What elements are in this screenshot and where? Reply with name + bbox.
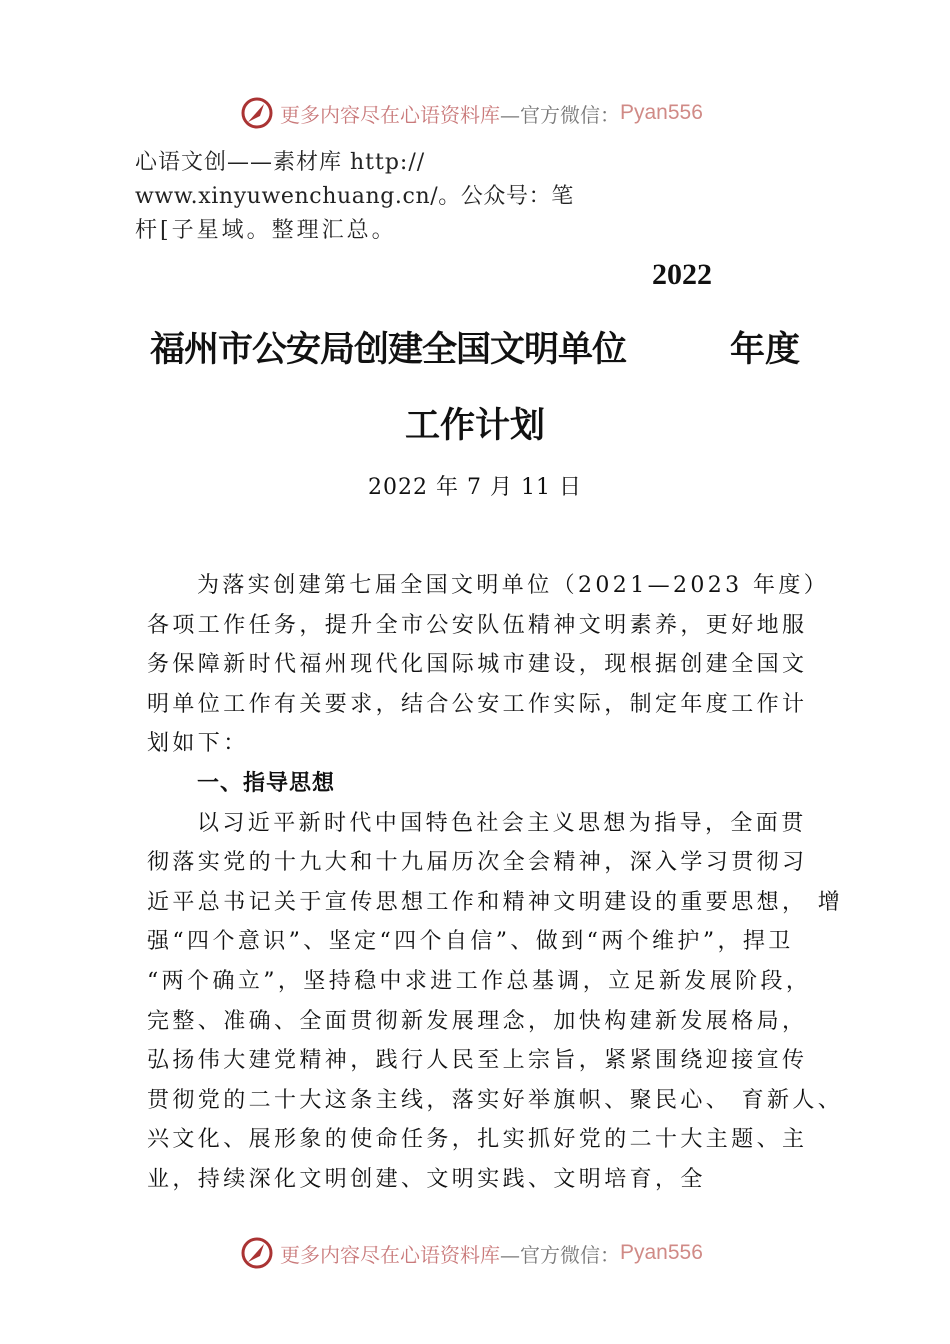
section-heading: 一、指导思想 <box>197 770 336 796</box>
text-line: 强“四个意识”、坚定“四个自信”、做到“两个维护”，捍卫 <box>147 929 794 955</box>
text-line: 务保障新时代福州现代化国际城市建设，现根据创建全国文 <box>147 652 808 678</box>
overlay-text: www.xinyuwenchuang.cn/。公众号：笔 <box>135 184 574 209</box>
title-line2: 工作计划 <box>404 406 545 446</box>
banner-wechat-label: —官方微信： <box>500 1242 620 1267</box>
text-line: 完整、准确、全面贯彻新发展理念，加快构建新发展格局， <box>147 1008 808 1034</box>
banner-wechat-label: —官方微信： <box>500 102 620 127</box>
text-line: 彻落实党的十九大和十九届历次全会精神，深入学习贯彻习 <box>147 850 808 876</box>
title-line1-suffix: 年度 <box>730 330 801 370</box>
text-line: 贯彻党的二十大这条主线，落实好举旗帜、聚民心、 育新人、 <box>147 1087 844 1113</box>
text-line: 近平总书记关于宣传思想工作和精神文明建设的重要思想， 增 <box>147 889 844 915</box>
text-line: 明单位工作有关要求，结合公安工作实际，制定年度工作计 <box>147 691 808 717</box>
text-line: 兴文化、展形象的使命任务，扎实抓好党的二十大主题、主 <box>147 1127 808 1153</box>
document-date: 2022 年 7 月 11 日 <box>368 475 582 500</box>
banner-wechat-id: Pyan556 <box>620 101 703 124</box>
banner-text: 更多内容尽在心语资料库 <box>280 1242 500 1267</box>
text-line: 业，持续深化文明创建、文明实践、文明培育，全 <box>147 1166 706 1192</box>
banner-text: 更多内容尽在心语资料库 <box>280 102 500 127</box>
text-line: 弘扬伟大建党精神，践行人民至上宗旨，紧紧围绕迎接宣传 <box>147 1048 808 1074</box>
text-line: 为落实创建第七届全国文明单位（2021—2023 年度） <box>197 573 830 598</box>
text-line: 划如下： <box>147 731 249 757</box>
overlay-text: 杆[子星域。整理汇总。 <box>135 218 397 243</box>
title-line1: 福州市公安局创建全国文明单位 <box>150 330 627 370</box>
text-line: “两个确立”，坚持稳中求进工作总基调，立足新发展阶段， <box>147 968 812 994</box>
banner-wechat-id: Pyan556 <box>620 1241 703 1264</box>
title-year: 2022 <box>652 258 712 291</box>
quill-logo-icon <box>240 1236 274 1270</box>
quill-logo-icon <box>240 96 274 130</box>
header-banner <box>240 96 703 130</box>
text-line: 以习近平新时代中国特色社会主义思想为指导，全面贯 <box>197 810 807 836</box>
overlay-text: 心语文创——素材库 http:// <box>135 150 426 175</box>
document-body <box>147 566 844 1200</box>
footer-banner <box>240 1236 703 1270</box>
text-line: 各项工作任务，提升全市公安队伍精神文明素养，更好地服 <box>147 612 808 638</box>
